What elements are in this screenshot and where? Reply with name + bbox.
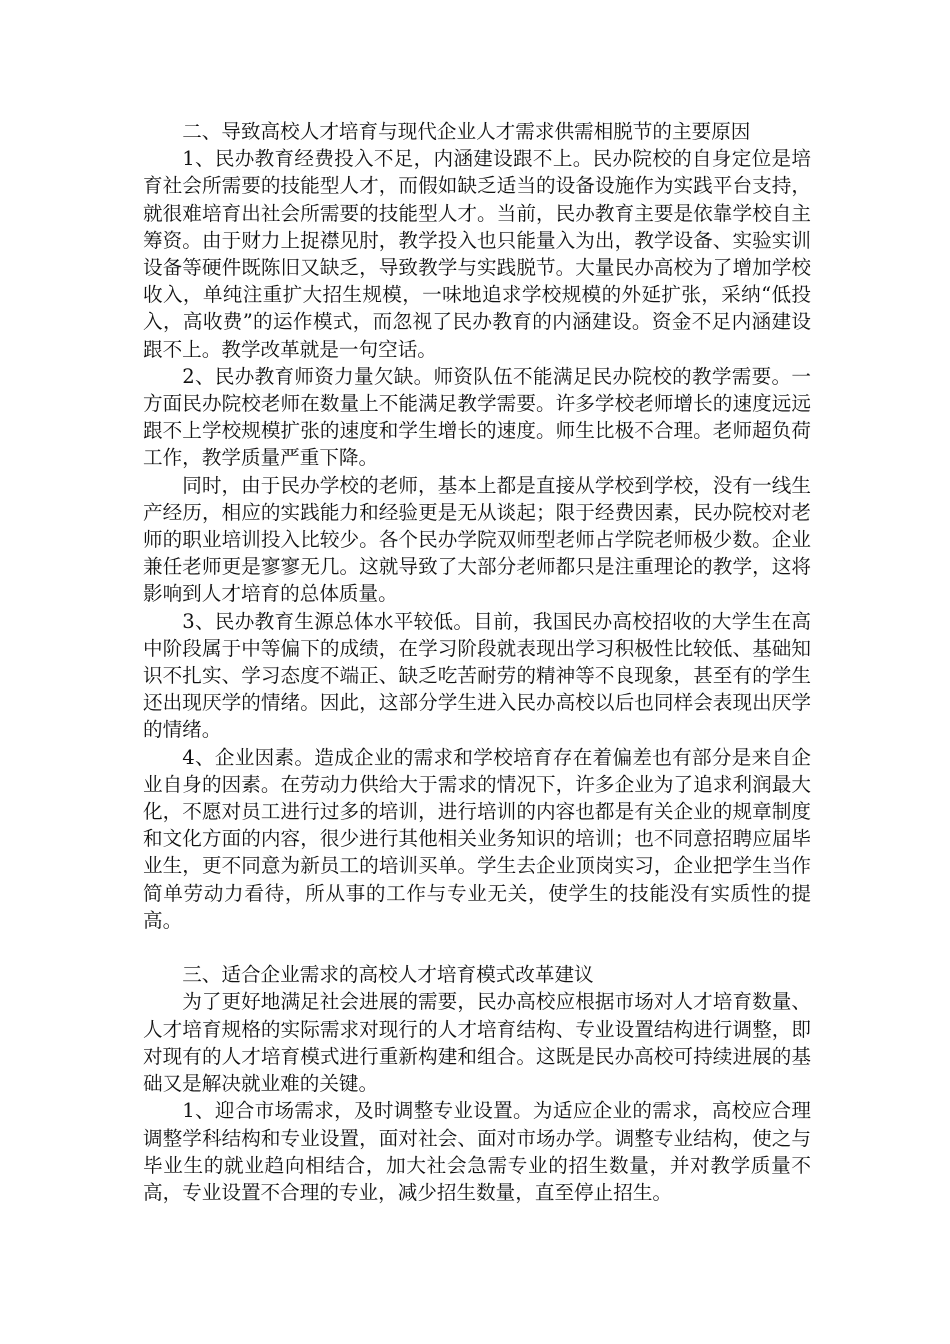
section-2-paragraph-5: 4、企业因素。造成企业的需求和学校培育存在着偏差也有部分是来自企业自身的因素。在劳动力供给大于需求的情况下，许多企业为了追求利润最大化，不愿对员工进行过多的培训，进行培训的内容也都是有关企业的规章制度和文化方面的内容，很少进行其他相关业务知识的培训；也不同意招聘应届毕业生，更不同意为新员工的培训买单。学生去企业顶岗实习，企业把学生当作简单劳动力看待，所从事的工作与专业无关，使学生的技能没有实质性的提高。 xyxy=(143,745,811,932)
section-3-paragraph-1: 为了更好地满足社会进展的需要，民办高校应根据市场对人才培育数量、人才培育规格的实际需求对现行的人才培育结构、专业设置结构进行调整，即对现有的人才培育模式进行重新构建和组合。这既是民办高校可持续进展的基础又是解决就业难的关键。 xyxy=(143,990,811,1096)
section-2-heading: 二、导致高校人才培育与现代企业人才需求供需相脱节的主要原因 xyxy=(182,120,751,143)
section-2-paragraph-4: 3、民办教育生源总体水平较低。目前，我国民办高校招收的大学生在高中阶段属于中等偏下的成绩，在学习阶段就表现出学习积极性比较低、基础知识不扎实、学习态度不端正、缺乏吃苦耐劳的精神等不良现象，甚至有的学生还出现厌学的情绪。因此，这部分学生进入民办高校以后也同样会表现出厌学的情绪。 xyxy=(143,609,811,742)
section-3-paragraph-2: 1、迎合市场需求，及时调整专业设置。为适应企业的需求，高校应合理调整学科结构和专业设置，面对社会、面对市场办学。调整专业结构，使之与毕业生的就业趋向相结合，加大社会急需专业的招生数量，并对教学质量不高，专业设置不合理的专业，减少招生数量，直至停止招生。 xyxy=(143,1099,811,1204)
section-2-paragraph-2: 2、民办教育师资力量欠缺。师资队伍不能满足民办院校的教学需要。一方面民办院校老师在数量上不能满足教学需要。许多学校老师增长的速度远远跟不上学校规模扩张的速度和学生增长的速度。师生比极不合理。老师超负荷工作，教学质量严重下降。 xyxy=(143,364,811,470)
section-2-paragraph-3: 同时，由于民办学校的老师，基本上都是直接从学校到学校，没有一线生产经历，相应的实践能力和经验更是无从谈起；限于经费因素，民办院校对老师的职业培训投入比较少。各个民办学院双师型老师占学院老师极少数。企业兼任老师更是寥寥无几。这就导致了大部分老师都只是注重理论的教学，这将影响到人才培育的总体质量。 xyxy=(143,473,811,606)
section-spacer xyxy=(143,934,811,961)
section-2-paragraph-1: 1、民办教育经费投入不足，内涵建设跟不上。民办院校的自身定位是培育社会所需要的技能型人才，而假如缺乏适当的设备设施作为实践平台支持，就很难培育出社会所需要的技能型人才。当前，民办教育主要是依靠学校自主筹资。由于财力上捉襟见肘，教学投入也只能量入为出，教学设备、实验实训设备等硬件既陈旧又缺乏，导致教学与实践脱节。大量民办高校为了增加学校收入，单纯注重扩大招生规模，一味地追求学校规模的外延扩张，采纳“低投入，高收费”的运作模式，而忽视了民办教育的内涵建设。资金不足内涵建设跟不上。教学改革就是一句空话。 xyxy=(143,147,811,361)
document-page xyxy=(143,118,811,1206)
section-3-heading: 三、适合企业需求的高校人才培育模式改革建议 xyxy=(182,963,594,987)
